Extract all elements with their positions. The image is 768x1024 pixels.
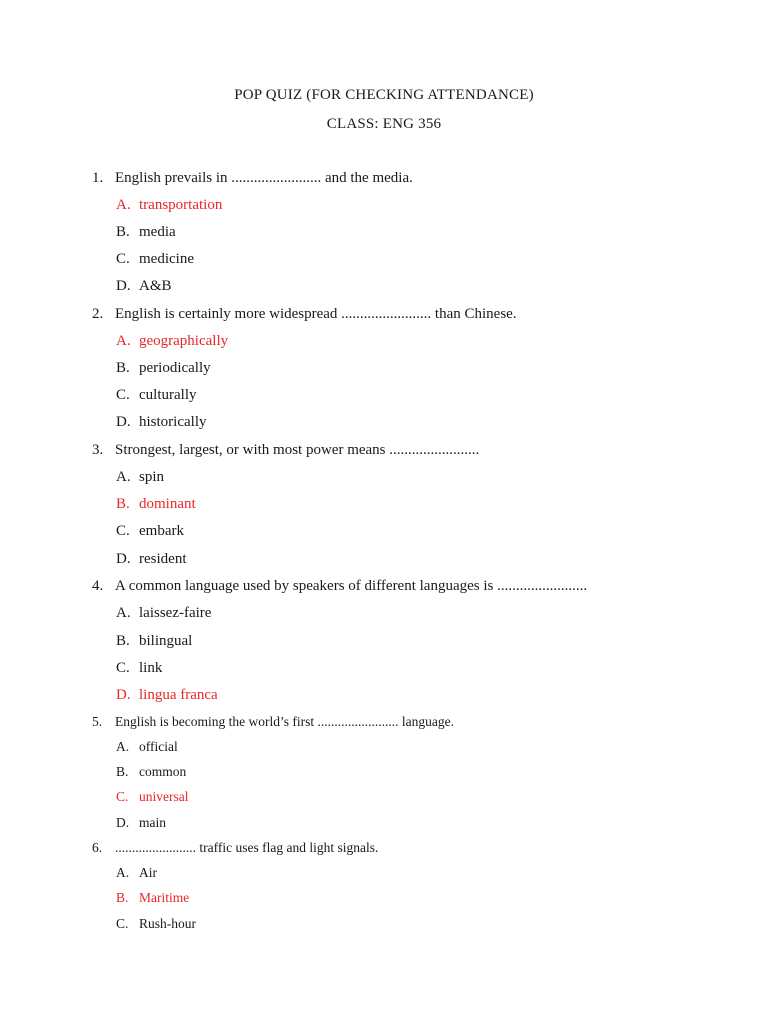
option-2a bbox=[116, 333, 228, 350]
option-text: Rush-hour bbox=[139, 916, 196, 931]
option-letter: D. bbox=[116, 551, 131, 567]
option-3b bbox=[116, 496, 196, 513]
option-text: universal bbox=[139, 789, 189, 804]
option-letter: C. bbox=[116, 660, 130, 676]
option-5b bbox=[116, 764, 186, 780]
option-4a bbox=[116, 605, 211, 622]
option-letter: B. bbox=[116, 764, 129, 779]
question-number: 6. bbox=[92, 840, 103, 855]
question-text: ........................ traffic uses flag and light signals. bbox=[115, 840, 379, 855]
option-2c bbox=[116, 387, 196, 404]
option-text: bilingual bbox=[139, 633, 193, 649]
option-2d bbox=[116, 414, 207, 431]
question-text: Strongest, largest, or with most power means ........................ bbox=[115, 442, 480, 458]
option-letter: D. bbox=[116, 687, 131, 703]
question-number: 2. bbox=[92, 306, 104, 322]
question-number: 3. bbox=[92, 442, 104, 458]
option-5c bbox=[116, 789, 189, 805]
question-3 bbox=[92, 442, 479, 459]
question-2 bbox=[92, 306, 517, 323]
option-6c bbox=[116, 916, 196, 932]
option-letter: C. bbox=[116, 387, 130, 403]
question-4 bbox=[92, 578, 587, 595]
option-letter: A. bbox=[116, 865, 130, 880]
option-4b bbox=[116, 633, 192, 650]
option-text: main bbox=[139, 815, 166, 830]
question-text: English is becoming the world’s first ........................ language. bbox=[115, 714, 454, 729]
question-number: 4. bbox=[92, 578, 104, 594]
option-letter: A. bbox=[116, 197, 131, 213]
option-letter: A. bbox=[116, 739, 130, 754]
option-text: transportation bbox=[139, 197, 223, 213]
option-text: Air bbox=[139, 865, 157, 880]
option-text: medicine bbox=[139, 251, 194, 267]
option-5d bbox=[116, 815, 166, 831]
question-text: A common language used by speakers of different languages is ........................ bbox=[115, 578, 588, 594]
option-3c bbox=[116, 523, 184, 540]
option-letter: C. bbox=[116, 523, 130, 539]
option-text: media bbox=[139, 224, 176, 240]
option-text: common bbox=[139, 764, 187, 779]
option-letter: C. bbox=[116, 916, 129, 931]
option-1a bbox=[116, 197, 222, 214]
option-letter: C. bbox=[116, 789, 129, 804]
option-text: Maritime bbox=[139, 890, 190, 905]
option-5a bbox=[116, 739, 178, 755]
option-1b bbox=[116, 224, 176, 241]
option-letter: C. bbox=[116, 251, 130, 267]
option-letter: B. bbox=[116, 360, 130, 376]
option-text: official bbox=[139, 739, 178, 754]
question-text: English is certainly more widespread ........................ than Chinese. bbox=[115, 306, 517, 322]
option-letter: A. bbox=[116, 605, 131, 621]
option-text: embark bbox=[139, 523, 184, 539]
question-6 bbox=[92, 840, 378, 856]
option-6a bbox=[116, 865, 157, 881]
option-3a bbox=[116, 469, 164, 486]
option-text: A&B bbox=[139, 278, 172, 294]
option-letter: D. bbox=[116, 278, 131, 294]
question-5 bbox=[92, 714, 454, 730]
class-line: CLASS: ENG 356 bbox=[326, 116, 442, 132]
option-letter: D. bbox=[116, 815, 130, 830]
option-text: geographically bbox=[139, 333, 229, 349]
option-6b bbox=[116, 890, 189, 906]
quiz-title: POP QUIZ (FOR CHECKING ATTENDANCE) bbox=[234, 87, 534, 103]
option-letter: B. bbox=[116, 890, 129, 905]
option-4c bbox=[116, 660, 162, 677]
option-1c bbox=[116, 251, 194, 268]
option-letter: B. bbox=[116, 496, 130, 512]
option-text: lingua franca bbox=[139, 687, 218, 703]
option-letter: B. bbox=[116, 224, 130, 240]
option-text: laissez-faire bbox=[139, 605, 212, 621]
question-1 bbox=[92, 170, 413, 187]
option-text: spin bbox=[139, 469, 165, 485]
option-text: historically bbox=[139, 414, 207, 430]
option-4d bbox=[116, 687, 218, 704]
option-text: resident bbox=[139, 551, 187, 567]
option-text: dominant bbox=[139, 496, 196, 512]
option-letter: A. bbox=[116, 333, 131, 349]
option-text: culturally bbox=[139, 387, 197, 403]
option-letter: D. bbox=[116, 414, 131, 430]
option-3d bbox=[116, 551, 186, 568]
option-letter: A. bbox=[116, 469, 131, 485]
option-1d bbox=[116, 278, 172, 295]
option-letter: B. bbox=[116, 633, 130, 649]
question-text: English prevails in ........................ and the media. bbox=[115, 170, 413, 186]
option-text: link bbox=[139, 660, 163, 676]
question-number: 1. bbox=[92, 170, 104, 186]
question-number: 5. bbox=[92, 714, 103, 729]
option-text: periodically bbox=[139, 360, 211, 376]
option-2b bbox=[116, 360, 211, 377]
